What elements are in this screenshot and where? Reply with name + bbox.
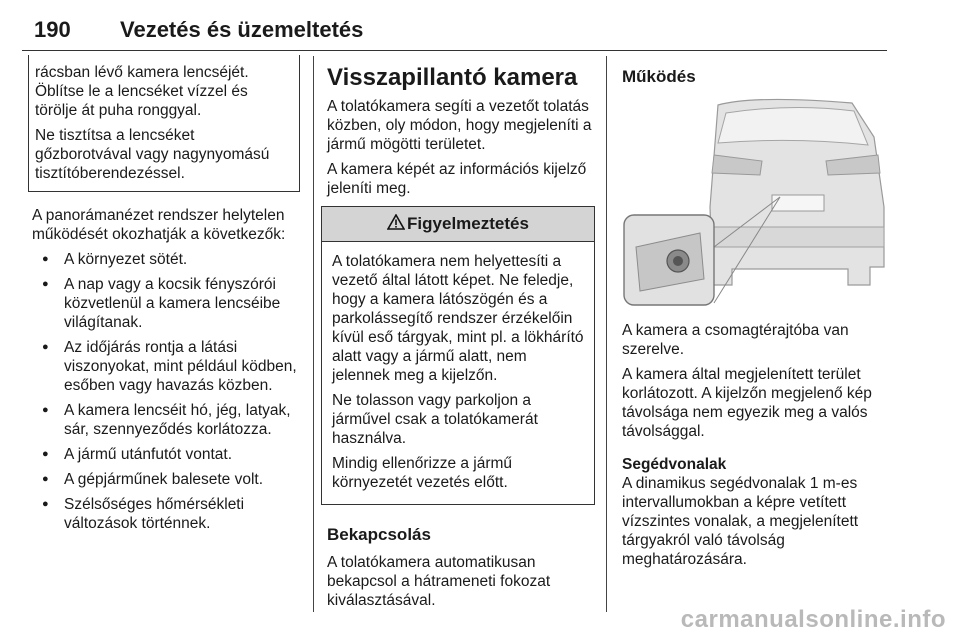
column-divider-1 — [313, 56, 314, 612]
warning-box — [321, 206, 595, 505]
list-item: ● Az időjárás rontja a látási viszonyokat, mint például ködben, esőben vagy havazás közben. — [32, 338, 300, 395]
body-paragraph: A kamera képét az információs kijelző jeleníti meg. — [327, 161, 587, 197]
list-item: ● A jármű utánfutót vontat. — [32, 445, 300, 464]
warning-paragraph: A tolatókamera nem helyettesíti a vezető által látott képet. Ne feledje, hogy a kamera látószögén és a parkolássegítő rendszer érzékelőin kívül eső tárgyak, mint pl. a lökhárító alatt vagy a jármű alatt, nem jelennek meg a kijelzőn. — [332, 253, 584, 384]
column-1 — [32, 55, 300, 539]
body-paragraph: A kamera a csomagtérajtóba van szerelve. — [622, 322, 849, 358]
body-paragraph: A kamera által megjelenített terület korlátozott. A kijelzőn megjelenő kép távolsága nem egyezik meg a valós távolsággal. — [622, 366, 872, 440]
warning-paragraph: Mindig ellenőrizze a jármű környezetét vezetés előtt. — [332, 455, 513, 491]
list-item: ● A környezet sötét. — [32, 250, 300, 269]
list-item: ● A gépjárműnek balesete volt. — [32, 470, 300, 489]
running-title: Vezetés és üzemeltetés — [120, 17, 364, 42]
malfunction-list — [32, 250, 300, 533]
warning-header — [322, 207, 594, 242]
watermark: carmanualsonline.info — [680, 606, 946, 633]
malfunction-intro: A panorámanézet rendszer helytelen működését okozhatják a következők: — [32, 207, 286, 243]
subheading-operation: Működés — [622, 67, 696, 86]
note-paragraph: Ne tisztítsa a lencséket gőzborotvával vagy nagynyomású tisztítóberendezéssel. — [35, 127, 270, 182]
list-item: ● Szélsőséges hőmérsékleti változások történnek. — [32, 495, 300, 533]
body-paragraph: A tolatókamera automatikusan bekapcsol a hátrameneti fokozat kiválasztásával. — [327, 554, 551, 609]
cleaning-note-box — [28, 55, 300, 192]
section-title: Visszapillantó kamera — [327, 64, 578, 91]
warning-title: Figyelmeztetés — [407, 214, 529, 233]
column-3 — [622, 55, 890, 575]
warning-body — [322, 242, 594, 504]
subheading-activation: Bekapcsolás — [327, 525, 431, 544]
rear-camera-illustration — [622, 97, 888, 309]
body-paragraph: A tolatókamera segíti a vezetőt tolatás közben, oly módon, hogy megjeleníti a jármű mögötti területet. — [327, 98, 592, 153]
page-number: 190 — [34, 17, 71, 42]
warning-paragraph: Ne tolasson vagy parkoljon a járművel csak a tolatókamerát használva. — [332, 392, 538, 447]
body-paragraph: A dinamikus segédvonalak 1 m-es intervallumokban a képre vetített vízszintes vonalak, a megjelenített tárgyakról való távolság meghatározására. — [622, 475, 859, 568]
subheading-guidelines: Segédvonalak — [622, 456, 727, 473]
page-header — [22, 0, 887, 51]
column-2 — [327, 55, 595, 616]
warning-triangle-icon — [387, 208, 405, 242]
note-paragraph: rácsban lévő kamera lencséjét. Öblítse le a lencséket vízzel és törölje át puha ronggyal. — [35, 64, 249, 119]
column-divider-2 — [606, 56, 607, 612]
list-item: ● A nap vagy a kocsik fényszórói közvetlenül a kamera lencséibe világítanak. — [32, 275, 300, 332]
list-item: ● A kamera lencséit hó, jég, latyak, sár, szennyeződés korlátozza. — [32, 401, 300, 439]
